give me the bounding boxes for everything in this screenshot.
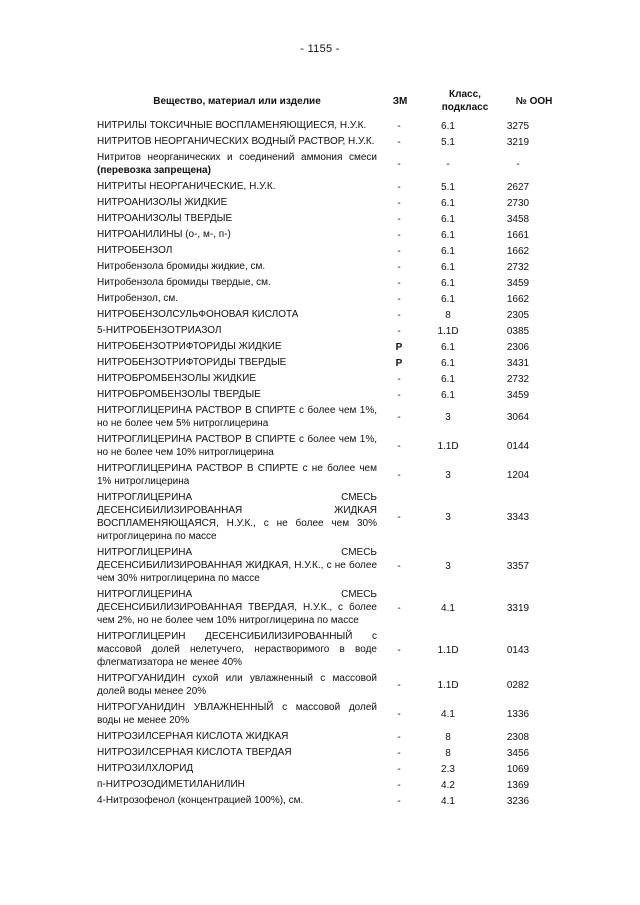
un-number-cell: 3064: [506, 412, 530, 423]
zm-cell: -: [397, 261, 401, 273]
substance-name: [97, 259, 377, 275]
table-row: [97, 387, 553, 403]
substance-name: [97, 671, 377, 700]
un-number-cell: -: [516, 159, 520, 170]
class-cell: 6.1: [441, 389, 455, 401]
substance-name: [97, 227, 377, 243]
header-class-line1: Класс,: [449, 89, 481, 100]
un-number-cell: 2730: [506, 197, 530, 209]
class-cell: 8: [445, 731, 451, 743]
class-cell: 6.1: [441, 373, 455, 385]
header-zm: ЗМ: [392, 96, 408, 107]
substance-name-text: НИТРОГЛИЦЕРИНА СМЕСЬ ДЕСЕНСИБИЛИЗИРОВАННАЯ ЖИДКАЯ ВОСПЛАМЕНЯЮЩАЯСЯ, Н.У.К., с не более чем 30% нитроглицерина по массе: [97, 492, 377, 542]
table-row: [97, 729, 553, 745]
table-row: [97, 227, 553, 243]
class-cell: 8: [445, 309, 451, 321]
substance-name: [97, 339, 377, 355]
zm-cell: -: [397, 293, 401, 305]
un-number-cell: 3459: [506, 389, 530, 401]
substance-name: [97, 387, 377, 403]
un-number-cell: 3459: [506, 277, 530, 289]
table-row: [97, 195, 553, 211]
substance-name-text: НИТРИЛЫ ТОКСИЧНЫЕ ВОСПЛАМЕНЯЮЩИЕСЯ, Н.У.К.: [97, 120, 367, 131]
table-row: [97, 259, 553, 275]
substance-name-text: НИТРОГЛИЦЕРИНА СМЕСЬ ДЕСЕНСИБИЛИЗИРОВАННАЯ ТВЕРДАЯ, Н.У.К., с более чем 2%, но не более чем 10% нитроглицерина по массе: [97, 589, 377, 626]
substance-name: [97, 323, 377, 339]
table-row: [97, 432, 553, 461]
class-cell: 6.1: [441, 277, 455, 289]
substance-name-text: НИТРОГЛИЦЕРИН ДЕСЕНСИБИЛИЗИРОВАННЫЙ с массовой долей нелетучего, нерастворимого в воде флегматизатора не менее 40%: [97, 631, 377, 668]
header-un: № ООН: [515, 96, 553, 107]
substance-name: [97, 211, 377, 227]
substance-name: [97, 777, 377, 793]
un-number-cell: 3431: [506, 357, 530, 369]
zm-cell: -: [397, 731, 401, 743]
substance-name: [97, 195, 377, 211]
zm-cell: -: [397, 245, 401, 257]
class-cell: -: [446, 159, 450, 170]
class-cell: 4.1: [441, 602, 455, 614]
substance-name: [97, 545, 377, 587]
substance-name-text: НИТРОГЛИЦЕРИНА РАСТВОР В СПИРТЕ с более чем 1%, но не более чем 10% нитроглицерина: [97, 434, 377, 458]
substance-name: [97, 629, 377, 671]
substance-name: [97, 179, 377, 195]
substance-name: [97, 371, 377, 387]
header-class-line2: подкласс: [441, 102, 489, 113]
zm-cell: Р: [395, 357, 403, 369]
substance-name-text: НИТРОГЛИЦЕРИНА РАСТВОР В СПИРТЕ с более чем 1%, но не более чем 5% нитроглицерина: [97, 405, 377, 429]
class-cell: 3: [445, 412, 451, 423]
un-number-cell: 0282: [506, 680, 530, 691]
class-cell: 2.3: [441, 763, 455, 775]
class-cell: 4.2: [441, 779, 455, 791]
zm-cell: -: [397, 120, 401, 132]
zm-cell: -: [397, 602, 401, 614]
zm-cell: Р: [395, 341, 403, 353]
class-cell: 4.1: [441, 795, 455, 807]
table-row: [97, 371, 553, 387]
substance-name-text: Нитритов неорганических и соединений аммония смеси: [97, 152, 377, 163]
un-number-cell: 1662: [506, 293, 530, 305]
un-number-cell: 1662: [506, 245, 530, 257]
table-row: [97, 490, 553, 545]
substance-name-text: НИТРОБЕНЗОЛСУЛЬФОНОВАЯ КИСЛОТА: [97, 309, 299, 320]
table-row: [97, 118, 553, 134]
substance-name-text: НИТРОГЛИЦЕРИНА СМЕСЬ ДЕСЕНСИБИЛИЗИРОВАННАЯ ЖИДКАЯ, Н.У.К., с не более чем 30% нитроглицерина по массе: [97, 547, 377, 584]
substance-name: [97, 150, 377, 179]
substance-name: [97, 461, 377, 490]
un-number-cell: 3319: [506, 602, 530, 614]
class-cell: 3: [445, 512, 451, 523]
class-cell: 6.1: [441, 197, 455, 209]
substance-name-note: (перевозка запрещена): [97, 165, 211, 176]
un-number-cell: 0144: [506, 441, 530, 452]
un-number-cell: 1069: [506, 763, 530, 775]
substance-name-text: НИТРОГУАНИДИН сухой или увлажненный с массовой долей воды менее 20%: [97, 673, 377, 697]
substance-name-text: 5-НИТРОБЕНЗОТРИАЗОЛ: [97, 325, 222, 336]
table-row: [97, 243, 553, 259]
substance-name: [97, 761, 377, 777]
zm-cell: -: [397, 136, 401, 148]
table-row: [97, 307, 553, 323]
zm-cell: -: [397, 779, 401, 791]
zm-cell: -: [397, 197, 401, 209]
class-cell: 6.1: [441, 357, 455, 369]
substance-name-text: НИТРОГУАНИДИН УВЛАЖНЕННЫЙ с массовой долей воды не менее 20%: [97, 702, 377, 726]
table-row: [97, 587, 553, 629]
table-row: [97, 275, 553, 291]
substance-name-text: НИТРОБЕНЗОТРИФТОРИДЫ ЖИДКИЕ: [97, 341, 282, 352]
substance-name: [97, 355, 377, 371]
zm-cell: -: [397, 309, 401, 321]
substance-name: [97, 587, 377, 629]
zm-cell: -: [397, 373, 401, 385]
substance-name: [97, 118, 377, 134]
table-row: [97, 700, 553, 729]
dangerous-goods-table: [97, 118, 553, 809]
zm-cell: -: [397, 795, 401, 807]
class-cell: 4.1: [441, 709, 455, 720]
substance-name-text: НИТРОГЛИЦЕРИНА РАСТВОР В СПИРТЕ с не более чем 1% нитроглицерина: [97, 463, 377, 487]
substance-name-text: НИТРОЗИЛСЕРНАЯ КИСЛОТА ТВЕРДАЯ: [97, 747, 292, 758]
header-class: [430, 88, 500, 114]
substance-name-text: Нитробензола бромиды жидкие, см.: [97, 261, 266, 272]
un-number-cell: 3357: [506, 560, 530, 572]
substance-name-text: Нитробензол, см.: [97, 293, 179, 304]
table-row: [97, 323, 553, 339]
substance-name: [97, 793, 377, 809]
un-number-cell: 2305: [506, 309, 530, 321]
zm-cell: -: [397, 470, 401, 481]
substance-name-text: НИТРОАНИЗОЛЫ ЖИДКИЕ: [97, 197, 228, 208]
substance-name: [97, 134, 377, 150]
zm-cell: -: [397, 181, 401, 193]
un-number-cell: 2308: [506, 731, 530, 743]
class-cell: 1.1D: [437, 441, 459, 452]
substance-name-text: НИТРИТЫ НЕОРГАНИЧЕСКИЕ, Н.У.К.: [97, 181, 276, 192]
un-number-cell: 1336: [506, 709, 530, 720]
table-row: [97, 761, 553, 777]
un-number-cell: 1369: [506, 779, 530, 791]
substance-name-text: НИТРОЗИЛСЕРНАЯ КИСЛОТА ЖИДКАЯ: [97, 731, 289, 742]
table-row: [97, 745, 553, 761]
class-cell: 6.1: [441, 229, 455, 241]
substance-name: [97, 275, 377, 291]
substance-name: [97, 432, 377, 461]
un-number-cell: 0143: [506, 644, 530, 656]
substance-name: [97, 307, 377, 323]
zm-cell: -: [397, 709, 401, 720]
zm-cell: -: [397, 389, 401, 401]
class-cell: 6.1: [441, 341, 455, 353]
substance-name: [97, 745, 377, 761]
zm-cell: -: [397, 441, 401, 452]
table-header: [97, 88, 557, 118]
zm-cell: -: [397, 277, 401, 289]
header-substance: Вещество, материал или изделие: [153, 96, 321, 107]
zm-cell: -: [397, 325, 401, 337]
un-number-cell: 2732: [506, 261, 530, 273]
table-row: [97, 545, 553, 587]
substance-name-text: НИТРОБРОМБЕНЗОЛЫ ТВЕРДЫЕ: [97, 389, 261, 400]
table-row: [97, 629, 553, 671]
page-number: - 1155 -: [300, 43, 340, 55]
class-cell: 6.1: [441, 293, 455, 305]
class-cell: 8: [445, 747, 451, 759]
substance-name-text: НИТРОБРОМБЕНЗОЛЫ ЖИДКИЕ: [97, 373, 256, 384]
un-number-cell: 0385: [506, 325, 530, 337]
substance-name: [97, 700, 377, 729]
class-cell: 3: [445, 470, 451, 481]
zm-cell: -: [397, 747, 401, 759]
substance-name: [97, 243, 377, 259]
zm-cell: -: [397, 763, 401, 775]
substance-name-text: п-НИТРОЗОДИМЕТИЛАНИЛИН: [97, 779, 245, 790]
substance-name: [97, 490, 377, 545]
table-row: [97, 777, 553, 793]
class-cell: 5.1: [441, 181, 455, 193]
un-number-cell: 3458: [506, 213, 530, 225]
substance-name-text: 4-Нитрозофенол (концентрацией 100%), см.: [97, 795, 304, 806]
substance-name-text: НИТРОЗИЛХЛОРИД: [97, 763, 194, 774]
un-number-cell: 2306: [506, 341, 530, 353]
un-number-cell: 3275: [506, 120, 530, 132]
substance-name: [97, 403, 377, 432]
zm-cell: -: [397, 512, 401, 523]
class-cell: 6.1: [441, 120, 455, 132]
class-cell: 1.1D: [437, 325, 459, 337]
class-cell: 3: [445, 560, 451, 572]
un-number-cell: 3343: [506, 512, 530, 523]
table-row: [97, 339, 553, 355]
class-cell: 1.1D: [437, 680, 459, 691]
substance-name-text: НИТРИТОВ НЕОРГАНИЧЕСКИХ ВОДНЫЙ РАСТВОР, Н.У.К.: [97, 136, 375, 147]
table-row: [97, 179, 553, 195]
table-row: [97, 134, 553, 150]
un-number-cell: 2627: [506, 181, 530, 193]
class-cell: 5.1: [441, 136, 455, 148]
un-number-cell: 3236: [506, 795, 530, 807]
substance-name-text: Нитробензола бромиды твердые, см.: [97, 277, 271, 288]
table-row: [97, 671, 553, 700]
class-cell: 1.1D: [437, 644, 459, 656]
zm-cell: -: [397, 680, 401, 691]
substance-name-text: НИТРОАНИЗОЛЫ ТВЕРДЫЕ: [97, 213, 233, 224]
table-row: [97, 793, 553, 809]
class-cell: 6.1: [441, 245, 455, 257]
table-row: [97, 150, 553, 179]
table-row: [97, 211, 553, 227]
substance-name: [97, 291, 377, 307]
table-row: [97, 355, 553, 371]
substance-name: [97, 729, 377, 745]
substance-name-text: НИТРОБЕНЗОТРИФТОРИДЫ ТВЕРДЫЕ: [97, 357, 287, 368]
zm-cell: -: [397, 644, 401, 656]
table-row: [97, 461, 553, 490]
un-number-cell: 2732: [506, 373, 530, 385]
un-number-cell: 3219: [506, 136, 530, 148]
zm-cell: -: [397, 560, 401, 572]
class-cell: 6.1: [441, 213, 455, 225]
zm-cell: -: [397, 159, 401, 170]
un-number-cell: 1204: [506, 470, 530, 481]
un-number-cell: 3456: [506, 747, 530, 759]
un-number-cell: 1661: [506, 229, 530, 241]
substance-name-text: НИТРОБЕНЗОЛ: [97, 245, 173, 256]
table-row: [97, 291, 553, 307]
class-cell: 6.1: [441, 261, 455, 273]
zm-cell: -: [397, 412, 401, 423]
substance-name-text: НИТРОАНИЛИНЫ (о-, м-, п-): [97, 229, 231, 240]
zm-cell: -: [397, 213, 401, 225]
zm-cell: -: [397, 229, 401, 241]
table-row: [97, 403, 553, 432]
